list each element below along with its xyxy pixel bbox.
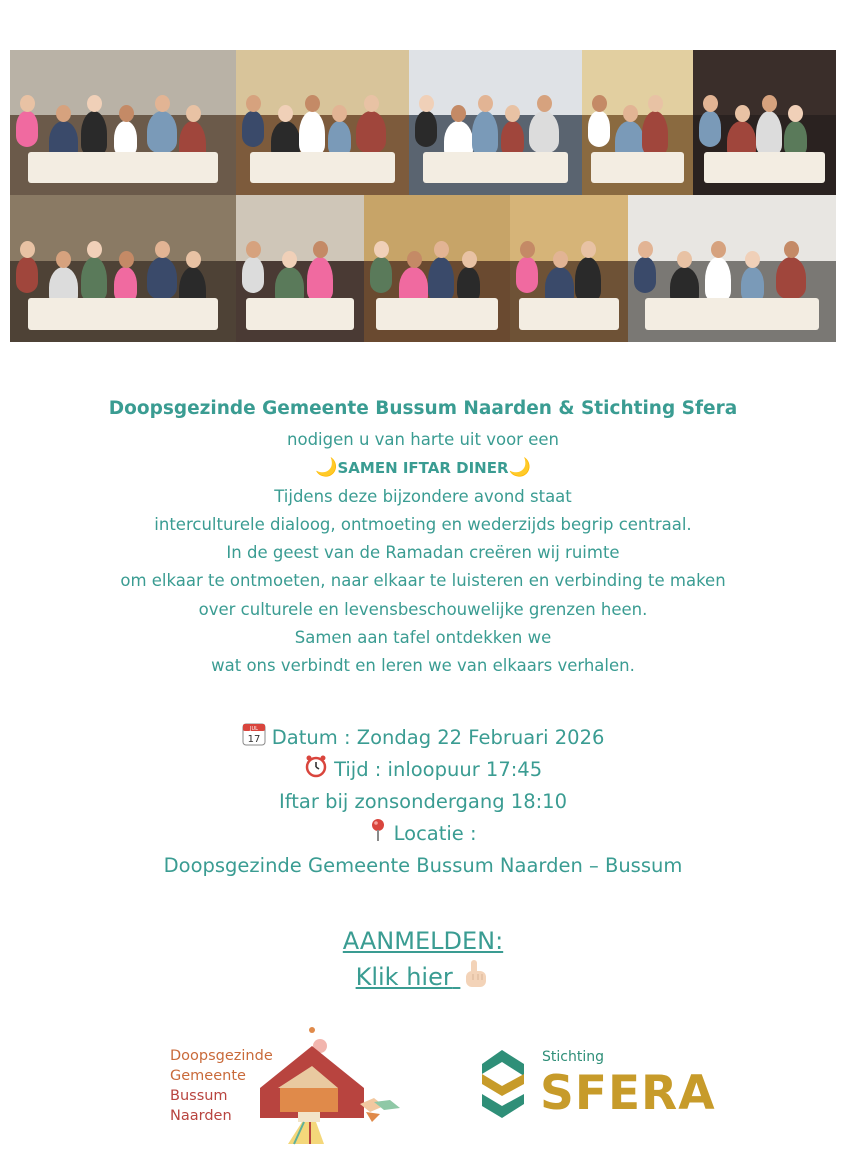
- pointing-hand-icon: [460, 958, 490, 990]
- logo-line: Naarden: [170, 1108, 232, 1124]
- photo-3: [409, 50, 582, 195]
- sfera-small-text: Stichting: [542, 1049, 604, 1065]
- calendar-month: JUL: [249, 726, 258, 732]
- photo-2: [236, 50, 409, 195]
- photo-7: [236, 195, 364, 342]
- photo-5: [693, 50, 836, 195]
- invitation-title: Doopsgezinde Gemeente Bussum Naarden & Stichting Sfera: [108, 398, 738, 419]
- crescent-moon-icon: 🌙: [508, 457, 531, 479]
- logo-line: Bussum: [170, 1088, 228, 1104]
- date-row: [0, 722, 846, 754]
- event-name: SAMEN IFTAR DINER: [337, 459, 509, 478]
- photo-10: [628, 195, 836, 342]
- date-text: Datum : Zondag 22 Februari 2026: [271, 726, 605, 749]
- calendar-icon: [242, 722, 266, 746]
- invitation-line: interculturele dialoog, ontmoeting en wederzijds begrip centraal.: [154, 514, 692, 534]
- event-name-line: [0, 454, 846, 482]
- invitation-line: om elkaar te ontmoeten, naar elkaar te luisteren en verbinding te maken: [120, 571, 726, 591]
- invitation-line: wat ons verbindt en leren we van elkaars verhalen.: [211, 656, 635, 676]
- register-link[interactable]: [356, 963, 491, 991]
- photo-4: [582, 50, 693, 195]
- location-text: Doopsgezinde Gemeente Bussum Naarden – Bussum: [163, 854, 683, 877]
- photo-8: [364, 195, 510, 342]
- invitation-line: Tijdens deze bijzondere avond staat: [274, 486, 572, 506]
- invitation-line: In de geest van de Ramadan creëren wij ruimte: [226, 543, 620, 563]
- logo-line: Gemeente: [170, 1068, 246, 1084]
- photo-collage: [10, 50, 836, 342]
- invitation-body: [0, 426, 846, 681]
- time-row: [0, 754, 846, 786]
- event-details: [0, 722, 846, 882]
- map-pin-icon: [369, 818, 387, 842]
- house-icon: [258, 1026, 402, 1146]
- sfera-big-text: SFERA: [540, 1066, 716, 1121]
- time-text: Tijd : inloopuur 17:45: [334, 758, 543, 781]
- crescent-moon-icon: 🌙: [315, 457, 338, 479]
- invitation-line: over culturele en levensbeschouwelijke grenzen heen.: [198, 599, 648, 619]
- sfera-logo: [476, 1044, 716, 1124]
- register-link-label: Klik hier: [355, 963, 453, 991]
- logo-line: Doopsgezinde: [170, 1048, 273, 1064]
- register-heading-link[interactable]: AANMELDEN:: [342, 927, 504, 955]
- invitation-line: Samen aan tafel ontdekken we: [294, 628, 552, 648]
- location-label: Locatie :: [393, 822, 477, 845]
- photo-9: [510, 195, 628, 342]
- iftar-time-text: Iftar bij zonsondergang 18:10: [279, 790, 567, 813]
- location-label-row: [0, 818, 846, 850]
- registration-cta: [0, 924, 846, 994]
- invitation-line: nodigen u van harte uit voor een: [287, 430, 559, 449]
- doopsgezinde-logo: [170, 1026, 402, 1146]
- sfera-mark-icon: [476, 1050, 528, 1118]
- photo-6: [10, 195, 236, 342]
- alarm-clock-icon: [304, 754, 328, 778]
- photo-1: [10, 50, 236, 195]
- calendar-day: 17: [247, 734, 260, 745]
